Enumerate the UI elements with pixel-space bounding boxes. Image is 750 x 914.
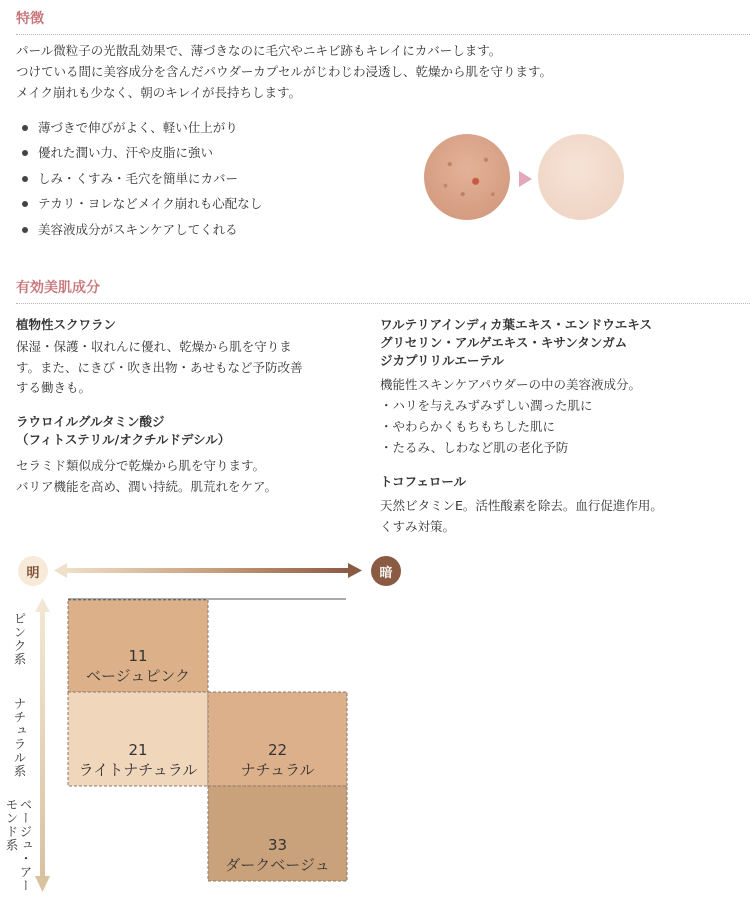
vertical-arrow-icon <box>35 598 50 892</box>
shade-name: ライトナチュラル <box>78 761 198 779</box>
row-label-pink: ピンク系 <box>12 612 27 666</box>
ingredient-name-line: ワルテリアインディカ葉エキス・エンドウエキス <box>380 317 653 332</box>
description-line: くすみ対策。 <box>380 519 456 534</box>
row-label-beige-almond: ベージュ・アーモンド系 <box>4 798 33 893</box>
ingredient-name-line: ラウロイルグルタミン酸ジ <box>16 414 165 429</box>
shade-number: 33 <box>267 836 288 854</box>
description-line: す。また、にきび・吹き出物・あせもなど予防改善 <box>16 359 303 375</box>
intro-line: メイク崩れも少なく、朝のキレイが長持ちします。 <box>16 85 302 100</box>
description-line: ・たるみ、しわなど肌の老化予防 <box>380 440 569 455</box>
ingredient-name-line: グリセリン・アルゲエキス・キサンタンガム <box>380 335 628 350</box>
list-item-text: 優れた潤い力、汗や皮脂に強い <box>38 145 214 161</box>
shade-name: ベージュピンク <box>85 667 191 685</box>
description-line: 天然ビタミンE。活性酸素を除去。血行促進作用。 <box>380 498 663 513</box>
description-line: バリア機能を高め、潤い持続。肌荒れをケア。 <box>16 478 278 494</box>
shade-cell-22 <box>208 740 347 780</box>
shade-cell-33 <box>208 835 347 875</box>
dark-label-badge: 暗 <box>371 556 401 586</box>
description-line: ・やわらかくもちもちした肌に <box>380 419 556 434</box>
description-line: 保湿・保護・収れんに優れ、乾燥から肌を守りま <box>16 339 292 354</box>
ingredients-title: 有効美肌成分 <box>16 277 750 304</box>
shade-cell-21 <box>68 740 208 780</box>
description-line: 機能性スキンケアパウダーの中の美容液成分。 <box>380 377 642 392</box>
description-line: する働きも。 <box>16 380 92 395</box>
shade-number: 21 <box>128 741 148 759</box>
features-title: 特徴 <box>16 8 750 35</box>
intro-line: つけている間に美容成分を含んだパウダーカプセルがじわじわ浸透し、乾燥から肌を守ります。 <box>16 64 553 79</box>
description-line: ・ハリを与えみずみずしい潤った肌に <box>380 398 593 413</box>
ingredient-name-line: （フィトステリル/オクチルドデシル） <box>16 432 231 447</box>
description-line: セラミド類似成分で乾燥から肌を守ります。 <box>16 458 266 473</box>
shade-name: ナチュラル <box>240 761 315 779</box>
ingredient-name-line: トコフェロール <box>380 474 467 489</box>
shade-name: ダークベージュ <box>225 856 330 874</box>
ingredient-name-line: 植物性スクワラン <box>16 317 117 332</box>
horizontal-arrow-icon <box>54 563 362 578</box>
light-label-badge: 明 <box>18 556 48 586</box>
list-item-text: 美容液成分がスキンケアしてくれる <box>38 221 238 237</box>
list-item-text: テカリ・ヨレなどメイク崩れも心配なし <box>38 196 263 212</box>
shade-number: 22 <box>267 741 288 759</box>
ingredient-name-line: ジカプリリルエーテル <box>380 353 504 368</box>
shade-number: 11 <box>128 647 148 665</box>
list-item-text: しみ・くすみ・毛穴を簡単にカバー <box>38 170 239 186</box>
shade-cell-11 <box>68 646 208 686</box>
intro-line: パール微粒子の光散乱効果で、薄づきなのに毛穴やニキビ跡もキレイにカバーします。 <box>16 43 502 58</box>
list-item-text: 薄づきで伸びがよく、軽い仕上がり <box>38 119 238 135</box>
row-label-natural: ナチュラル系 <box>12 697 27 778</box>
